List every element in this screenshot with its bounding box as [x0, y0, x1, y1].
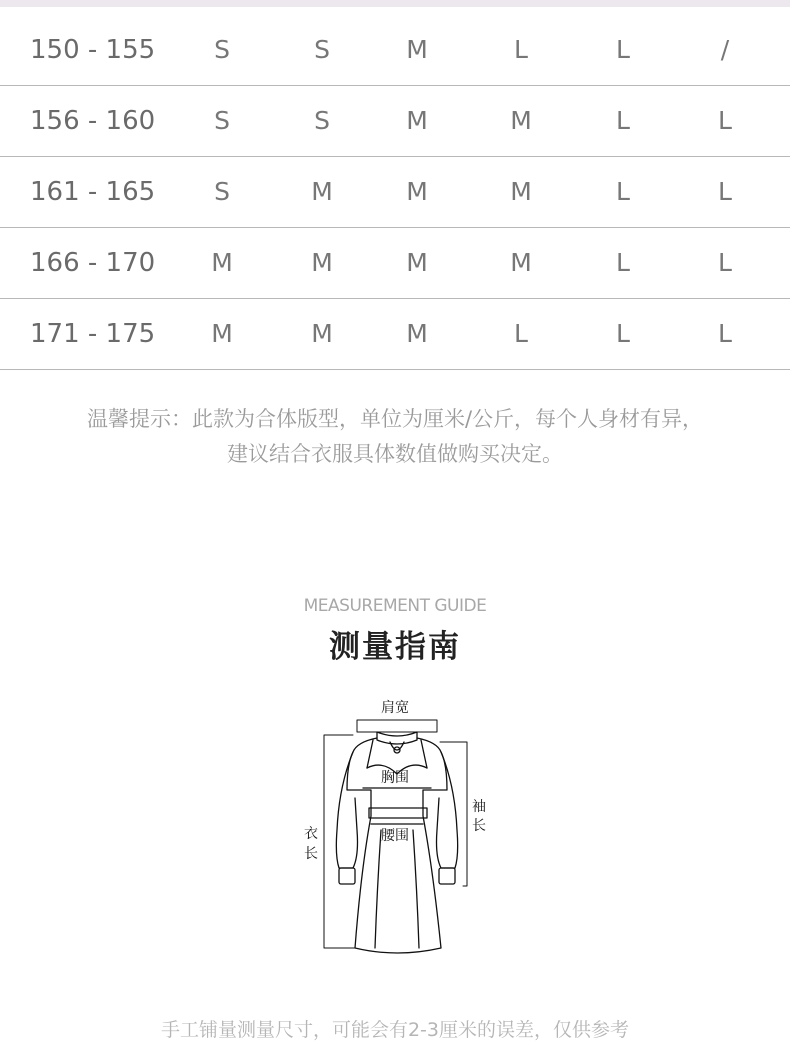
size-cell: L — [616, 177, 630, 206]
size-cell: / — [720, 35, 730, 64]
size-cell: M — [406, 177, 428, 206]
size-cell: L — [616, 248, 630, 277]
size-cell: M — [406, 319, 428, 348]
sleeve-label: 长 — [472, 818, 486, 834]
height-range: 171 - 175 — [30, 319, 156, 349]
size-cell: S — [214, 35, 230, 64]
size-cell: L — [514, 35, 528, 64]
size-cell: S — [214, 177, 230, 206]
size-cell: L — [718, 177, 732, 206]
guide-title-cn: 测量指南 — [329, 629, 461, 665]
size-cell: S — [314, 35, 330, 64]
notice-line: 温馨提示：此款为合体版型，单位为厘米/公斤，每个人身材有异， — [86, 407, 704, 431]
guide-title-en: MEASUREMENT GUIDE — [303, 596, 487, 616]
table-row — [0, 299, 790, 370]
size-cell: S — [214, 106, 230, 135]
height-range: 156 - 160 — [30, 106, 156, 136]
table-row — [0, 157, 790, 228]
size-cell: L — [616, 106, 630, 135]
size-cell: S — [314, 106, 330, 135]
height-range: 150 - 155 — [30, 35, 156, 65]
size-cell: L — [616, 319, 630, 348]
size-cell: M — [406, 248, 428, 277]
size-table — [0, 15, 790, 370]
height-range: 161 - 165 — [30, 177, 156, 207]
size-cell: L — [718, 248, 732, 277]
height-range: 166 - 170 — [30, 248, 156, 278]
length-label: 衣 — [304, 826, 318, 842]
size-cell: M — [510, 177, 532, 206]
chest-label: 胸围 — [381, 770, 409, 786]
size-cell: M — [211, 319, 233, 348]
size-cell: L — [616, 35, 630, 64]
length-label: 长 — [304, 846, 318, 862]
table-row — [0, 15, 790, 86]
size-cell: M — [406, 106, 428, 135]
dress-measurement-diagram — [295, 690, 505, 960]
top-divider — [0, 0, 790, 7]
size-cell: L — [718, 106, 732, 135]
size-cell: M — [311, 319, 333, 348]
fit-notice — [0, 402, 790, 472]
shoulder-label: 肩宽 — [381, 700, 409, 716]
table-row — [0, 228, 790, 299]
table-row — [0, 86, 790, 157]
size-cell: L — [718, 319, 732, 348]
size-cell: M — [406, 35, 428, 64]
notice-line: 建议结合衣服具体数值做购买决定。 — [227, 442, 563, 466]
waist-label: 腰围 — [381, 828, 409, 844]
measurement-footnote: 手工铺量测量尺寸，可能会有2-3厘米的误差，仅供参考 — [160, 1019, 630, 1041]
sleeve-label: 袖 — [472, 799, 486, 815]
size-cell: M — [510, 106, 532, 135]
size-cell: M — [211, 248, 233, 277]
size-cell: M — [311, 248, 333, 277]
size-cell: L — [514, 319, 528, 348]
size-cell: M — [510, 248, 532, 277]
size-cell: M — [311, 177, 333, 206]
